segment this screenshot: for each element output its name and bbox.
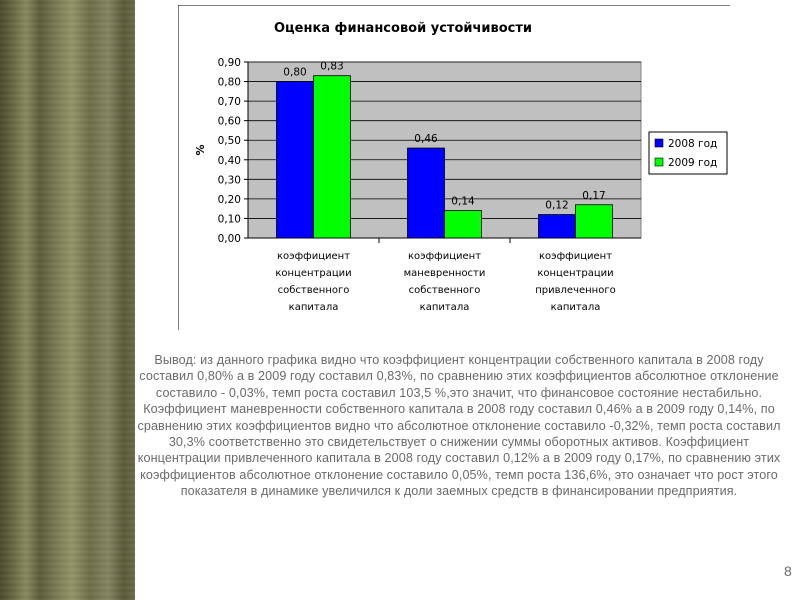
bar [576,205,613,238]
x-category-label: капитала [550,302,601,313]
x-category-label: коэффициент [538,251,613,262]
y-tick-label: 0,10 [217,213,241,226]
bar [408,148,445,238]
x-category-label: капитала [419,302,470,313]
data-label: 0,12 [545,199,569,212]
data-label: 0,83 [320,60,344,73]
x-category-label: собственного [277,285,350,296]
data-label: 0,80 [283,66,307,79]
y-tick-label: 0,20 [217,193,241,206]
conclusion-text: Вывод: из данного графика видно что коэффициент концентрации собственного капитала в 2008 году составил 0,80% а в 2009 году составил 0,83%, по сравнению этих коэффициентов абсолютное отклонение составило - 0,03%, темп роста составил 103,5 %,это значит, что финансовое состояние нестабильно. Коэффициент маневренности собственного капитала в 2008 году составил 0,46% а в 2009 году 0,14%, по сравнению этих коэффициентов видно что абсолютное отклонение составило -0,32%, темп роста составил 30,3% соответственно это свидетельствует о снижении суммы оборотных активов. Коэффициент концентрации привлеченного капитала в 2008 году составил 0,12% а в 2009 году 0,17%, по сравнению этих коэффициентов абсолютное отклонение составило 0,05%, темп роста 136,6%, это означает что рост этого показателя в динамике увеличился к доли заемных средств в финансировании предприятия. [137,353,781,499]
legend-swatch [655,139,663,147]
data-label: 0,14 [451,195,475,208]
data-label: 0,46 [414,133,438,146]
legend-label: 2009 год [668,157,718,169]
bar [314,76,351,238]
x-category-label: коэффициент [276,251,351,262]
data-label: 0,17 [582,189,606,202]
x-category-label: коэффициент [407,251,482,262]
y-tick-label: 0,40 [217,154,241,167]
y-tick-label: 0,60 [217,115,241,128]
x-category-label: собственного [408,285,481,296]
x-category-label: концентрации [537,268,614,279]
legend-label: 2008 год [668,138,718,150]
bar [445,211,482,238]
y-axis-label: % [194,144,207,156]
chart-title: Оценка финансовой устойчивости [273,21,533,36]
x-category-label: привлеченного [535,285,616,296]
x-category-label: капитала [288,302,339,313]
y-tick-label: 0,00 [217,233,241,245]
bar [539,215,576,238]
y-tick-label: 0,80 [217,76,241,89]
page-number: 8 [784,563,792,579]
decorative-left-border [0,0,135,600]
legend-swatch [655,158,663,166]
bar-chart-svg [178,5,730,330]
x-category-label: концентрации [275,268,352,279]
x-category-label: маневренности [403,268,486,279]
bar [277,82,314,238]
y-tick-label: 0,30 [217,174,241,187]
y-tick-label: 0,70 [217,96,241,109]
chart [178,5,730,330]
y-tick-label: 0,50 [217,135,241,148]
y-tick-label: 0,90 [217,57,241,69]
